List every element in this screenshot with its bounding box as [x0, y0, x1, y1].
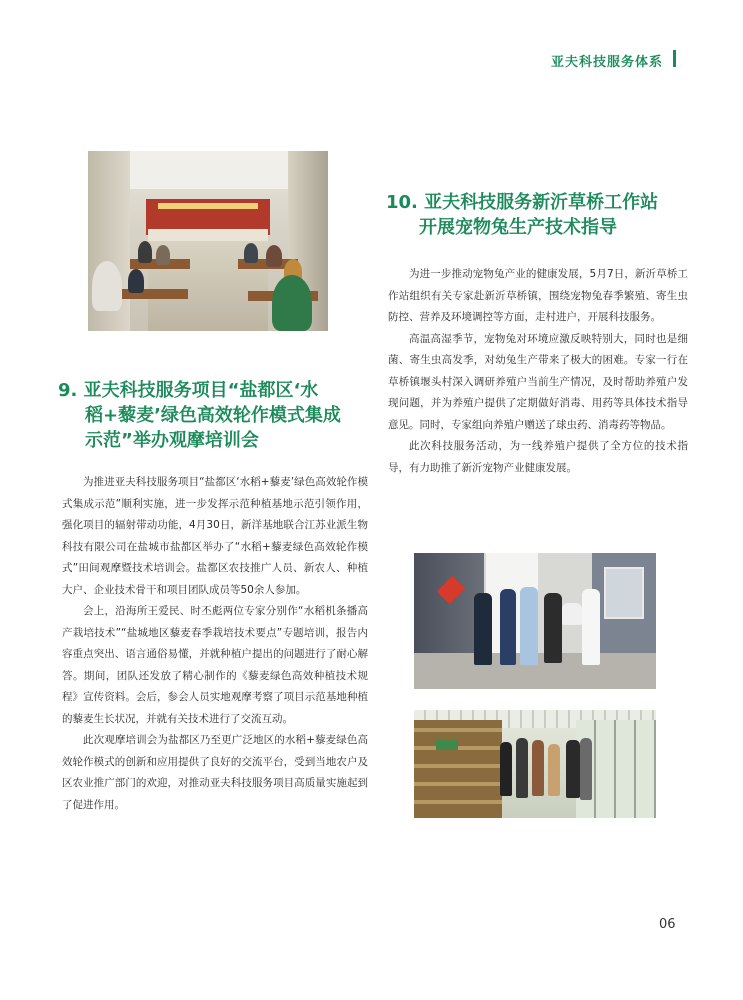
paragraph: 为推进亚夫科技服务项目“盐都区‘水稻+藜麦’绿色高效轮作模式集成示范”顺利实施，进一步发挥示范种植基地示范引领作用，强化项目的辐射带动功能，4月30日，新洋基地联合江苏业派生物科技有限公司在盐城市盐都区举办了“水稻+藜麦绿色高效轮作模式”田间观摩暨技术培训会。盐都区农技推广人员、新农人、种植大户、企业技术骨干和项目团队成员等50余人参加。 [62, 476, 368, 596]
page-number: 06 [659, 917, 676, 932]
article-10-title [386, 190, 696, 240]
article-9-title [58, 378, 378, 453]
rabbit-house-visit-photo [414, 710, 656, 818]
article-9-title-line: 示范”举办观摩培训会 [85, 430, 259, 451]
paragraph: 此次科技服务活动，为一线养殖户提供了全方位的技术指导，有力助推了新沂宠物产业健康发展。 [388, 440, 688, 474]
paragraph: 高温高湿季节，宠物兔对环境应激反映特别大，同时也是细菌、寄生虫高发季，对幼兔生产带来了极大的困难。专家一行在草桥镇堰头村深入调研养殖户当前生产情况，及时帮助养殖户发现问题，并为养殖户提供了定期做好消毒、用药等具体技术指导意见。同时，专家组向养殖户赠送了球虫药、消毒药等物品。 [388, 332, 688, 431]
paragraph: 会上，沿海所王爱民、时丕彪两位专家分别作“水稻机条播高产栽培技术”“盐城地区藜麦春季栽培技术要点”专题培训，报告内容重点突出、语言通俗易懂，并就种植户提出的问题进行了耐心解答。期间，团队还发放了精心制作的《藜麦绿色高效种植技术规程》宣传资料。会后，参会人员实地观摩考察了项目示范基地种植的藜麦生长状况，并就有关技术进行了交流互动。 [62, 605, 368, 725]
section-title-bar [673, 50, 676, 67]
paragraph: 此次观摩培训会为盐都区乃至更广泛地区的水稻+藜麦绿色高效轮作模式的创新和应用提供了良好的交流平台，受到当地农户及区农业推广部门的欢迎，对推动亚夫科技服务项目高质量实施起到了促进作用。 [62, 734, 368, 811]
rabbit-farm-group-photo [414, 553, 656, 689]
article-9-title-line: 稻+藜麦’绿色高效轮作模式集成 [85, 405, 341, 426]
article-10-title-line: 10. 亚夫科技服务新沂草桥工作站 [386, 192, 659, 213]
paragraph: 为进一步推动宠物兔产业的健康发展，5月7日，新沂草桥工作站组织有关专家赴新沂草桥镇，围绕宠物兔春季繁殖、寄生虫防控、营养及环境调控等方面，走村进户，开展科技服务。 [388, 268, 688, 323]
article-9-body [62, 472, 368, 816]
article-10-title-line: 开展宠物兔生产技术指导 [419, 217, 617, 238]
article-10-body [388, 264, 688, 479]
section-title: 亚夫科技服务体系 [550, 55, 663, 70]
training-meeting-photo [88, 151, 328, 331]
article-9-title-line: 9. 亚夫科技服务项目“盐都区‘水 [58, 380, 319, 401]
